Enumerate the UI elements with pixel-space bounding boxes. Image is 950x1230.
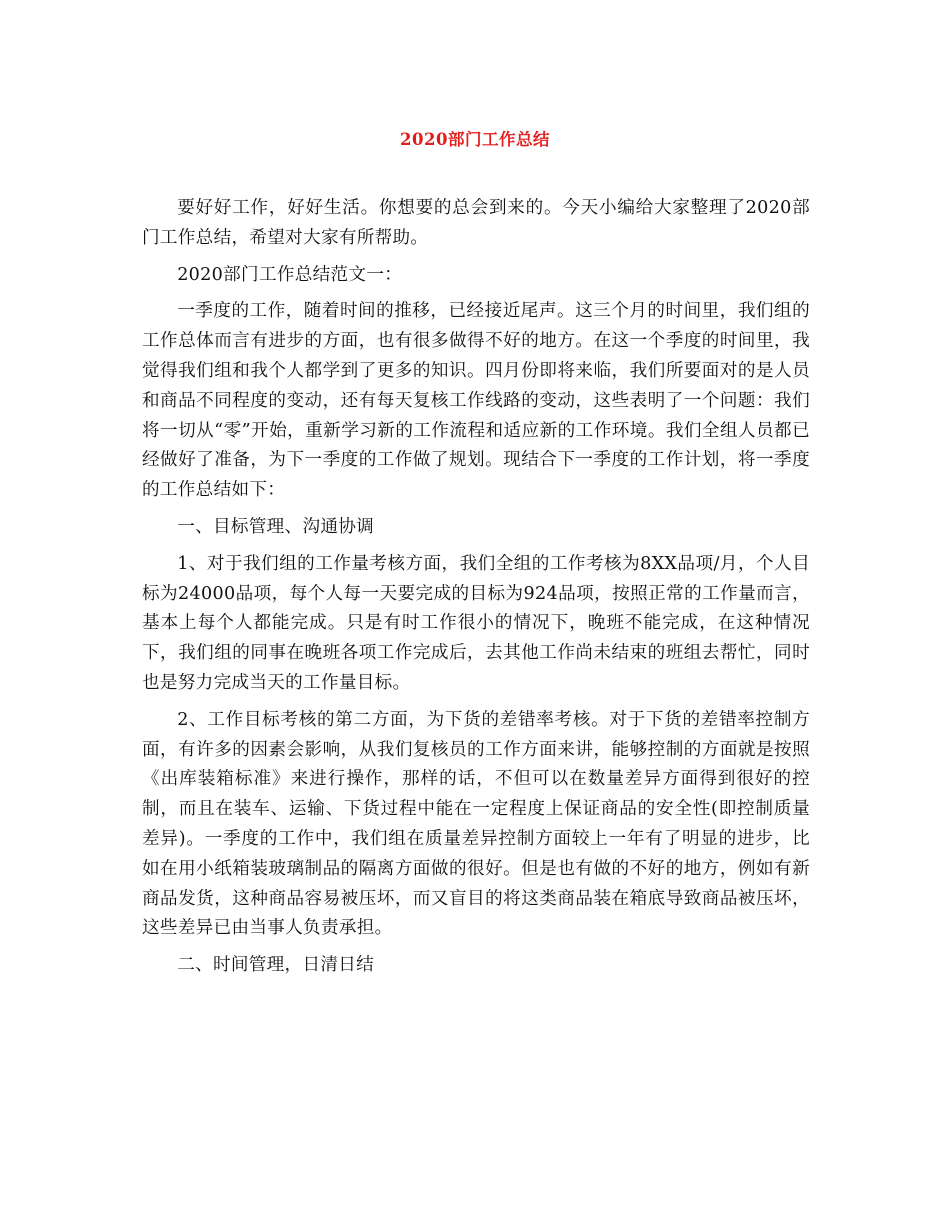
intro-paragraph: 要好好工作，好好生活。你想要的总会到来的。今天小编给大家整理了2020部门工作总结，希望对大家有所帮助。: [142, 198, 810, 248]
document-title: 2020部门工作总结: [400, 130, 550, 149]
body-paragraph: 1、对于我们组的工作量考核方面，我们全组的工作考核为8XX品项/月，个人目标为24000品项，每个人每一天要完成的目标为924品项，按照正常的工作量而言，基本上每个人都能完成。只是有时工作很小的情况下，晚班不能完成，在这种情况下，我们组的同事在晚班各项工作完成后，去其他工作尚未结束的班组去帮忙，同时也是努力完成当天的工作量目标。: [142, 553, 810, 693]
document-body: [142, 194, 810, 988]
section-heading-2: 二、时间管理，日清日结: [177, 955, 375, 976]
body-paragraph: 2、工作目标考核的第二方面，为下货的差错率考核。对于下货的差错率控制方面，有许多的因素会影响，从我们复核员的工作方面来讲，能够控制的方面就是按照《出库装箱标准》来进行操作，那样的话，不但可以在数量差异方面得到很好的控制，而且在装车、运输、下货过程中能在一定程度上保证商品的安全性(即控制质量差异)。一季度的工作中，我们组在质量差异控制方面较上一年有了明显的进步，比如在用小纸箱装玻璃制品的隔离方面做的很好。但是也有做的不好的地方，例如有新商品发货，这种商品容易被压坏，而又盲目的将这类商品装在箱底导致商品被压坏，这些差异已由当事人负责承担。: [142, 709, 810, 939]
body-paragraph: 一季度的工作，随着时间的推移，已经接近尾声。这三个月的时间里，我们组的工作总体而言有进步的方面，也有很多做得不好的地方。在这一个季度的时间里，我觉得我们组和我个人都学到了更多的知识。四月份即将来临，我们所要面对的是人员和商品不同程度的变动，还有每天复核工作线路的变动，这些表明了一个问题：我们将一切从“零”开始，重新学习新的工作流程和适应新的工作环境。我们全组人员都已经做好了准备，为下一季度的工作做了规划。现结合下一季度的工作计划，将一季度的工作总结如下：: [142, 301, 810, 501]
sample-heading: 2020部门工作总结范文一：: [177, 264, 403, 285]
section-heading-1: 一、目标管理、沟通协调: [177, 516, 375, 537]
